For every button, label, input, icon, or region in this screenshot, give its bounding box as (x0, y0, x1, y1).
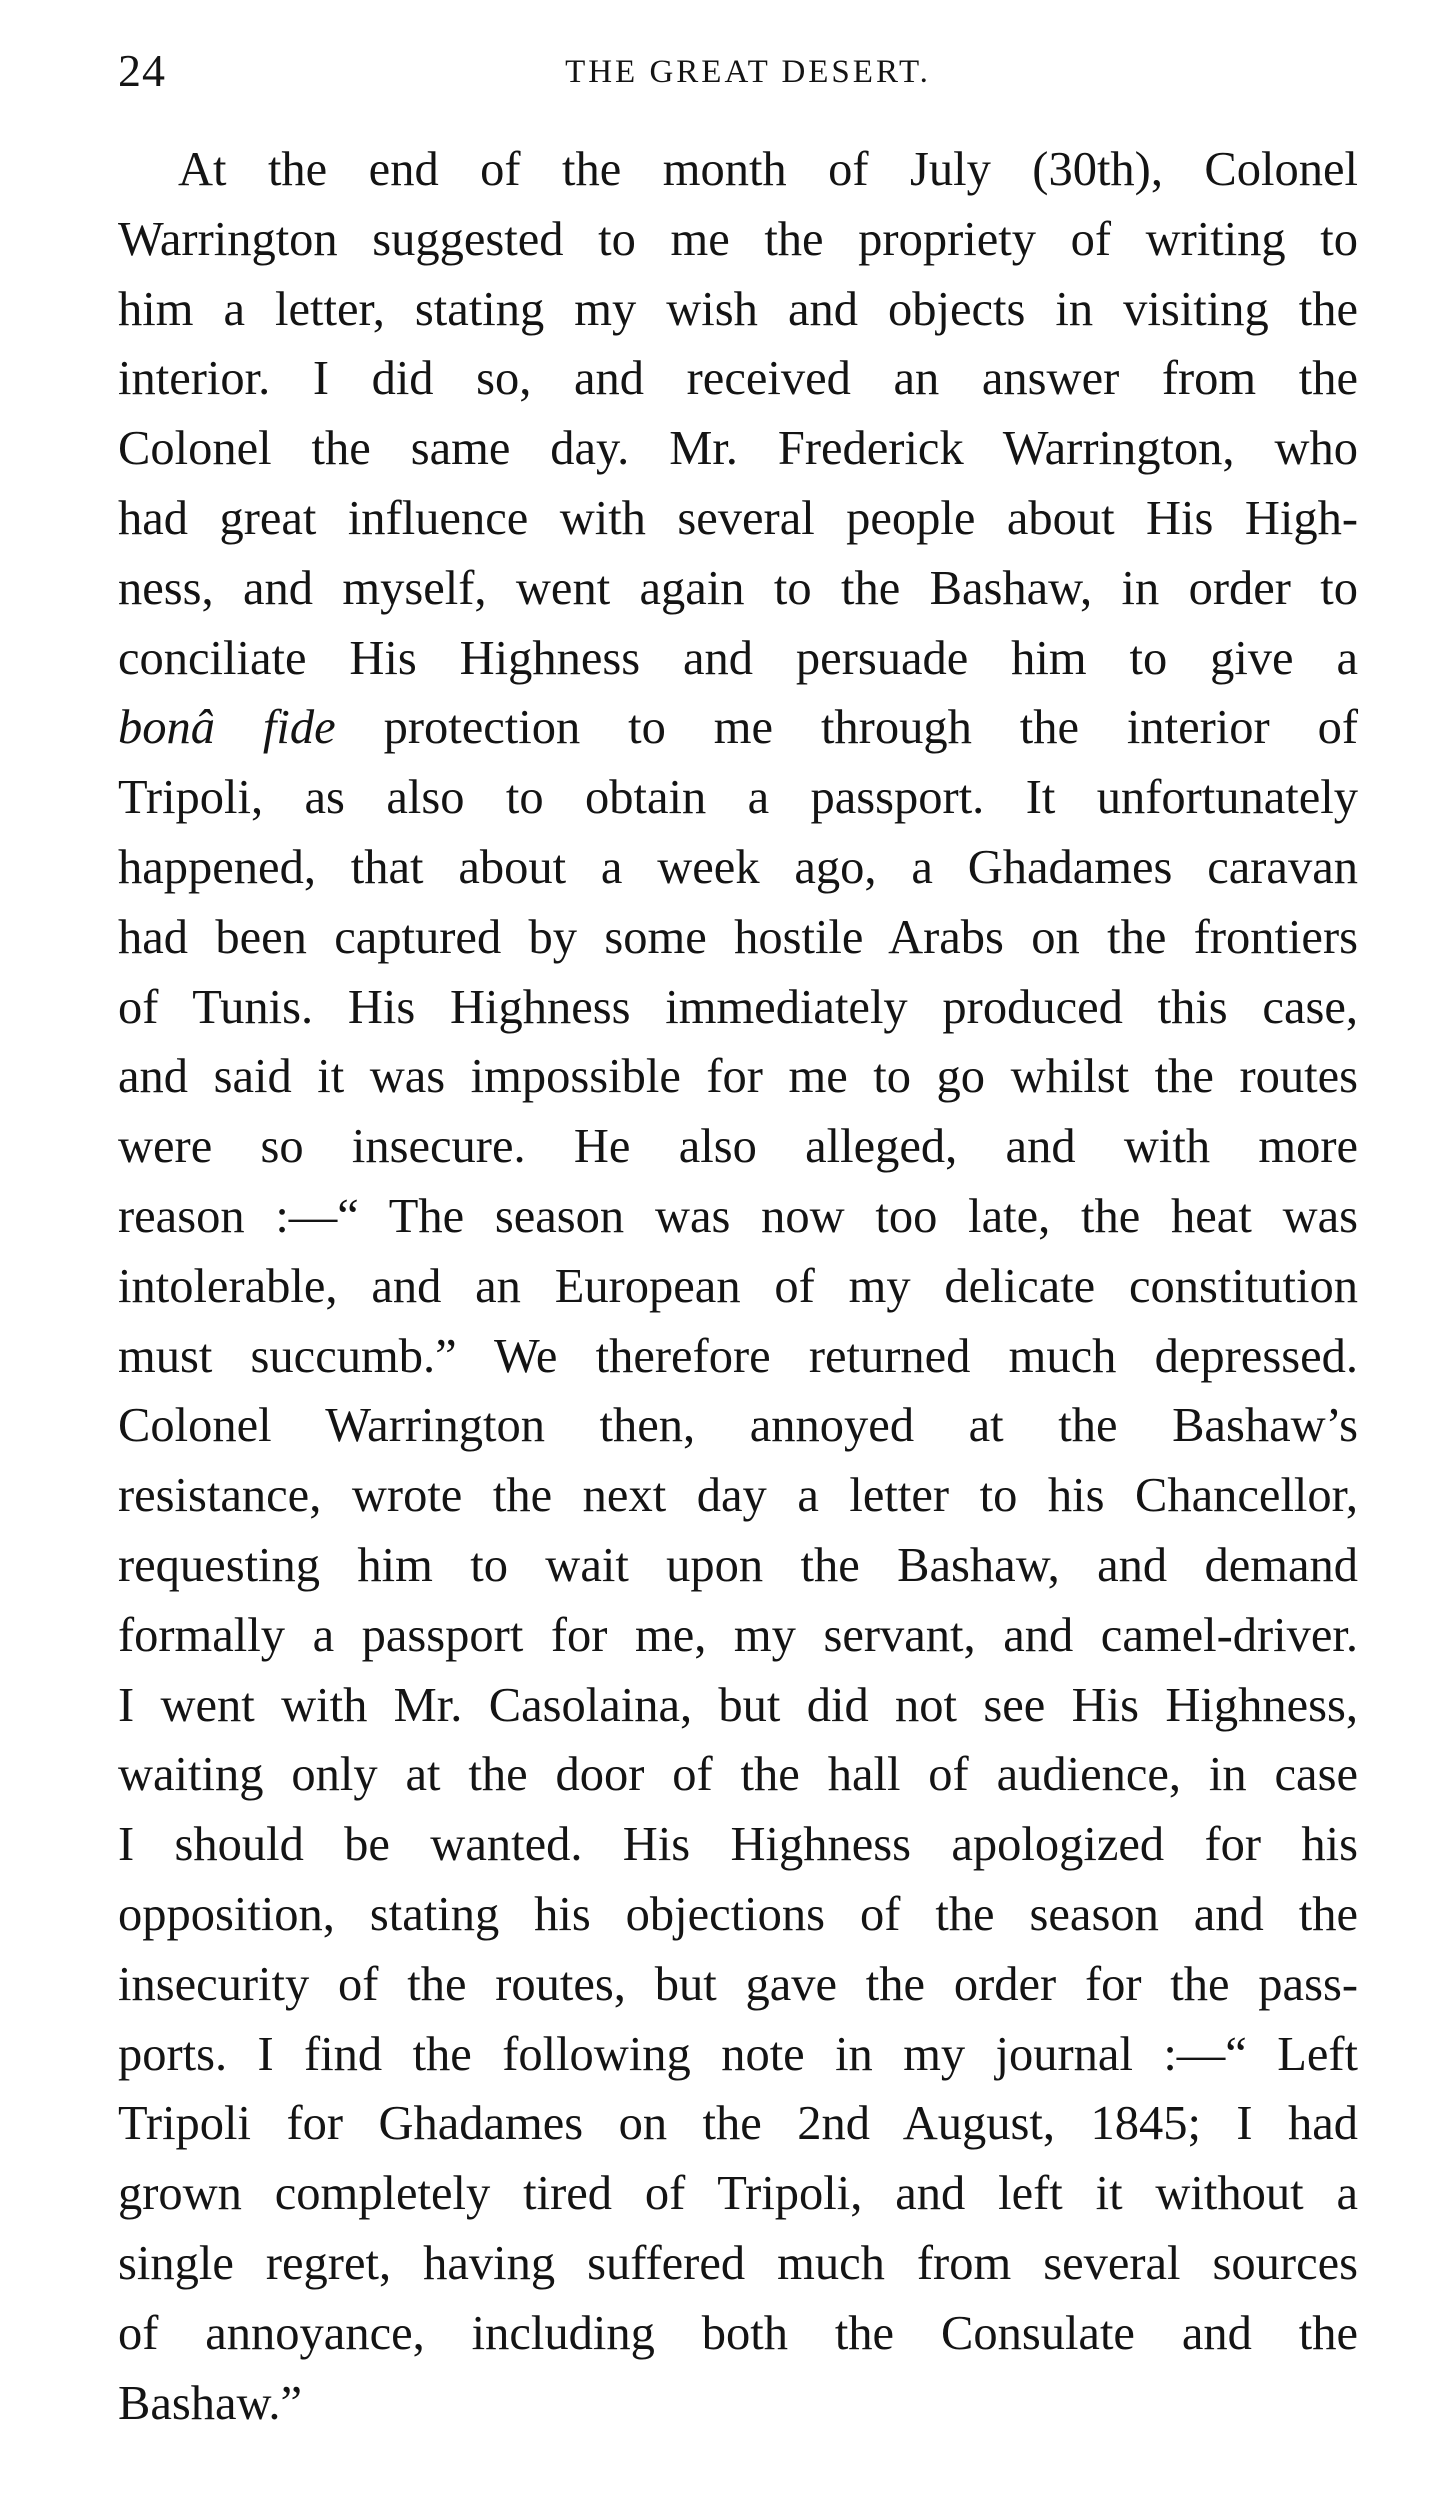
text-line: Warrington suggested to me the propriety of writing to (118, 212, 1358, 266)
italic-latin-phrase: bonâ fide (118, 701, 336, 755)
text-line: Tripoli, as also to obtain a passport. It unfortunately (118, 771, 1358, 825)
text-line: conciliate His Highness and persuade him to give a (118, 631, 1358, 685)
text-line: were so insecure. He also alleged, and with more (118, 1120, 1358, 1174)
running-head (118, 44, 1378, 104)
text-line: ness, and myself, went again to the Bashaw, in order to (118, 561, 1358, 615)
text-line: and said it was impossible for me to go whilst the routes (118, 1050, 1358, 1104)
text-line: reason :—“ The season was now too late, the heat was (118, 1189, 1358, 1243)
body-paragraph (118, 135, 1358, 2438)
text-line: Tripoli for Ghadames on the 2nd August, 1845; I had (118, 2097, 1358, 2151)
text-line: Bashaw.” (118, 2376, 303, 2430)
text-line: him a letter, stating my wish and objects in visiting the (118, 282, 1358, 336)
text-line: Colonel the same day. Mr. Frederick Warrington, who (118, 422, 1358, 476)
text-line: single regret, having suffered much from several sources (118, 2236, 1358, 2290)
text-line: grown completely tired of Tripoli, and left it without a (118, 2167, 1358, 2221)
text-line: insecurity of the routes, but gave the order for the pass- (118, 1957, 1358, 2011)
text-line: must succumb.” We therefore returned much depressed. (118, 1329, 1358, 1383)
text-line: At the end of the month of July (30th), Colonel (178, 143, 1358, 196)
text-line: Colonel Warrington then, annoyed at the Bashaw’s (118, 1399, 1358, 1453)
text-line: requesting him to wait upon the Bashaw, and demand (118, 1538, 1358, 1592)
text-line: interior. I did so, and received an answer from the (118, 352, 1358, 406)
running-title: THE GREAT DESERT. (565, 54, 931, 90)
text-line: had been captured by some hostile Arabs on the frontiers (118, 910, 1358, 964)
text-line: happened, that about a week ago, a Ghadames caravan (118, 840, 1358, 894)
text-line: waiting only at the door of the hall of audience, in case (118, 1748, 1358, 1802)
text-line: of Tunis. His Highness immediately produced this case, (118, 980, 1358, 1034)
text-line: opposition, stating his objections of the season and the (118, 1887, 1358, 1941)
text-line: of annoyance, including both the Consulate and the (118, 2306, 1358, 2360)
text-line: formally a passport for me, my servant, and camel-driver. (118, 1608, 1358, 1662)
text-line: intolerable, and an European of my delicate constitution (118, 1259, 1358, 1313)
page-number: 24 (118, 45, 166, 96)
text-line: resistance, wrote the next day a letter to his Chancellor, (118, 1469, 1358, 1523)
text-line: I went with Mr. Casolaina, but did not see His Highness, (118, 1678, 1358, 1732)
text-line: had great influence with several people about His High- (118, 491, 1358, 545)
text-line: I should be wanted. His Highness apologized for his (118, 1818, 1358, 1872)
text-line: ports. I find the following note in my journal :—“ Left (118, 2027, 1358, 2081)
text-line: bonâ fide protection to me through the interior of (118, 701, 1358, 755)
